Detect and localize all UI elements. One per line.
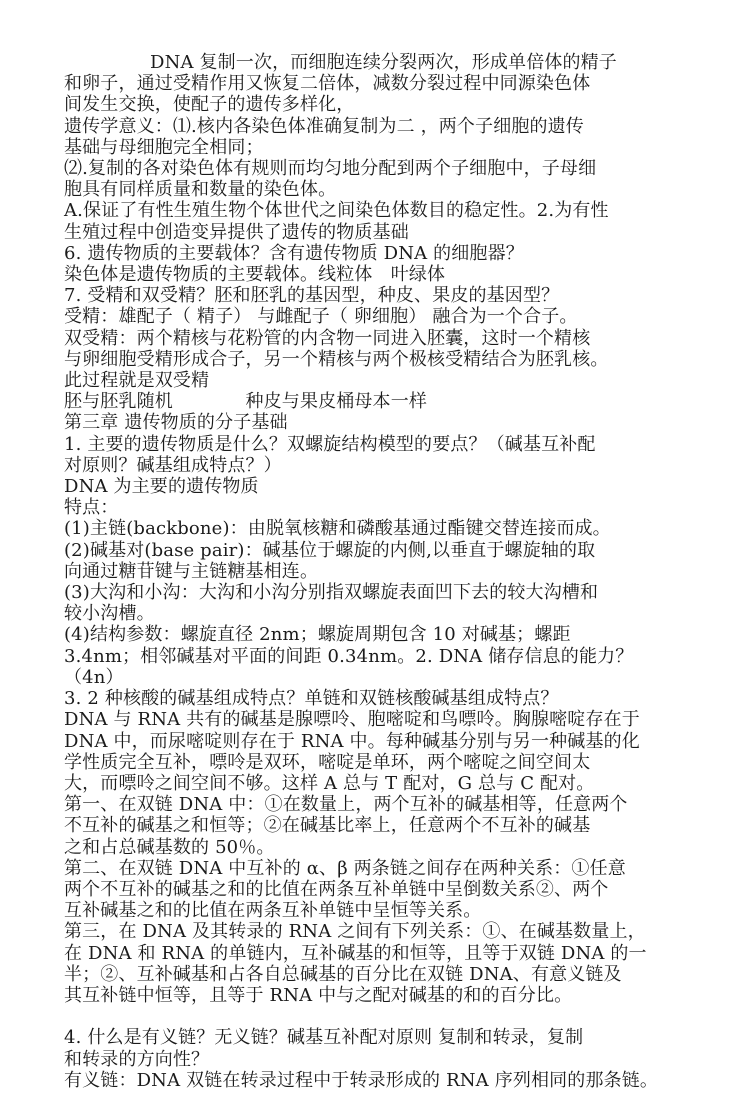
text-line: 此过程就是双受精 bbox=[64, 370, 210, 392]
text-line: 第三，在 DNA 及其转录的 RNA 之间有下列关系：①、在碱基数量上， bbox=[64, 921, 646, 943]
text-line: 第一、在双链 DNA 中：①在数量上，两个互补的碱基相等，任意两个 bbox=[64, 794, 628, 816]
text-line: 受精：雄配子（ 精子） 与雌配子（ 卵细胞） 融合为一个合子。 bbox=[64, 306, 578, 328]
text-line: 生殖过程中创造变异提供了遗传的物质基础 bbox=[64, 221, 409, 243]
question-heading: 4. 什么是有义链？无义链？碱基互补配对原则 复制和转录，复制 bbox=[64, 1027, 584, 1049]
text-line: 对原则？碱基组成特点？） bbox=[64, 454, 282, 476]
text-line: 遗传学意义：⑴.核内各染色体准确复制为二 ，两个子细胞的遗传 bbox=[64, 115, 584, 137]
text-line: (4)结构参数：螺旋直径 2nm；螺旋周期包含 10 对碱基；螺距 bbox=[64, 624, 571, 646]
text-line: DNA 中，而尿嘧啶则存在于 RNA 中。每种碱基分别与另一种碱基的化 bbox=[64, 730, 640, 752]
text-line: 学性质完全互补，嘌呤是双环，嘧啶是单环，两个嘧啶之间空间太 bbox=[64, 751, 591, 773]
question-heading: 6. 遗传物质的主要载体？含有遗传物质 DNA 的细胞器？ bbox=[64, 242, 524, 264]
text-line: 双受精：两个精核与花粉管的内含物一同进入胚囊，这时一个精核 bbox=[64, 327, 591, 349]
text-line: 互补碱基之和的比值在两条互补单链中呈恒等关系。 bbox=[64, 900, 482, 922]
text-line: 和转录的方向性？ bbox=[64, 1048, 210, 1070]
chapter-heading: 第三章 遗传物质的分子基础 bbox=[64, 412, 288, 434]
text-line: 两个不互补的碱基之和的比值在两条互补单链中呈倒数关系②、两个 bbox=[64, 878, 609, 900]
text-line: 基础与母细胞完全相同； bbox=[64, 136, 264, 158]
text-line: 特点： bbox=[64, 497, 119, 519]
text-line: DNA 复制一次，而细胞连续分裂两次，形成单倍体的精子 bbox=[150, 52, 617, 73]
question-heading: 1. 主要的遗传物质是什么？双螺旋结构模型的要点？（碱基互补配 bbox=[64, 433, 596, 455]
text-line: DNA 为主要的遗传物质 bbox=[64, 476, 259, 498]
text-line: ⑵.复制的各对染色体有规则而均匀地分配到两个子细胞中，子母细 bbox=[64, 158, 597, 180]
document-body bbox=[64, 52, 744, 1091]
text-line: 之和占总碱基数的 50％。 bbox=[64, 836, 275, 858]
text-line: 胚与胚乳随机 种皮与果皮桶母本一样 bbox=[64, 391, 427, 413]
text-line: 第二、在双链 DNA 中互补的 α、β 两条链之间存在两种关系：①任意 bbox=[64, 857, 626, 879]
question-heading: 3. 2 种核酸的碱基组成特点？单链和双链核酸碱基组成特点？ bbox=[64, 688, 559, 710]
question-heading: 7. 受精和双受精？胚和胚乳的基因型，种皮、果皮的基因型？ bbox=[64, 285, 560, 307]
text-line: 3.4nm；相邻碱基对平面的间距 0.34nm。2. DNA 储存信息的能力？ bbox=[64, 645, 634, 667]
text-line: 间发生交换，使配子的遗传多样化， bbox=[64, 94, 355, 116]
text-line: A.保证了有性生殖生物个体世代之间染色体数目的稳定性。2.为有性 bbox=[64, 200, 609, 222]
text-line: 较小沟槽。 bbox=[64, 603, 155, 625]
text-line: (2)碱基对(base pair)：碱基位于螺旋的内侧,以垂直于螺旋轴的取 bbox=[64, 539, 596, 561]
text-line: 半；②、互补碱基和占各自总碱基的百分比在双链 DNA、有意义链及 bbox=[64, 963, 622, 985]
text-line: 有义链：DNA 双链在转录过程中于转录形成的 RNA 序列相同的那条链。 bbox=[64, 1069, 659, 1091]
text-line: 其互补链中恒等，且等于 RNA 中与之配对碱基的和的百分比。 bbox=[64, 984, 573, 1006]
blank-line bbox=[64, 1006, 744, 1027]
text-line: 向通过糖苷键与主链糖基相连。 bbox=[64, 560, 319, 582]
text-line: 染色体是遗传物质的主要载体。线粒体 叶绿体 bbox=[64, 264, 446, 286]
text-line: 和卵子，通过受精作用又恢复二倍体，减数分裂过程中同源染色体 bbox=[64, 73, 591, 95]
text-line: (1)主链(backbone)：由脱氧核糖和磷酸基通过酯键交替连接而成。 bbox=[64, 518, 611, 540]
text-line: 在 DNA 和 RNA 的单链内，互补碱基的和恒等，且等于双链 DNA 的一 bbox=[64, 942, 647, 964]
text-line: 不互补的碱基之和恒等；②在碱基比率上，任意两个不互补的碱基 bbox=[64, 815, 591, 837]
text-line: 胞具有同样质量和数量的染色体。 bbox=[64, 179, 337, 201]
text-line: （4n） bbox=[64, 666, 124, 688]
text-line: (3)大沟和小沟：大沟和小沟分别指双螺旋表面凹下去的较大沟槽和 bbox=[64, 582, 599, 604]
text-line: DNA 与 RNA 共有的碱基是腺嘌呤、胞嘧啶和鸟嘌呤。胸腺嘧啶存在于 bbox=[64, 709, 640, 731]
text-line: 与卵细胞受精形成合子，另一个精核与两个极核受精结合为胚乳核。 bbox=[64, 348, 609, 370]
text-line: 大，而嘌呤之间空间不够。这样 A 总与 T 配对，G 总与 C 配对。 bbox=[64, 772, 595, 794]
